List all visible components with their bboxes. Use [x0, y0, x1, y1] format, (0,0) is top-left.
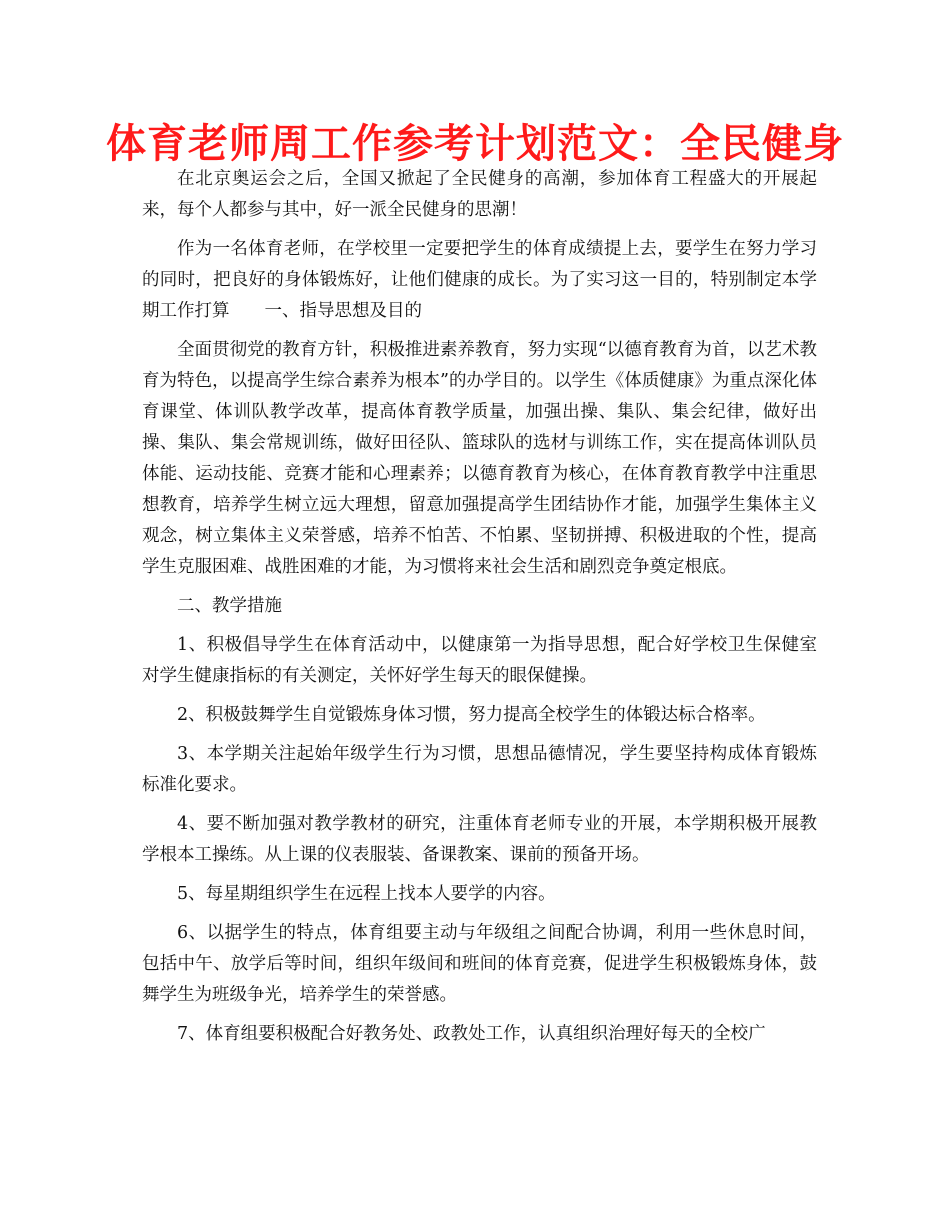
measure-item-1: 1、积极倡导学生在体育活动中，以健康第一为指导思想，配合好学校卫生保健室对学生健康指标的有关测定，关怀好学生每天的眼保健操。 — [142, 635, 817, 686]
paragraph-intro: 在北京奥运会之后，全国又掀起了全民健身的高潮，参加体育工程盛大的开展起来，每个人都参与其中，好一派全民健身的思潮！ — [142, 169, 817, 220]
measure-item-7: 7、体育组要积极配合好教务处、政教处工作，认真组织治理好每天的全校广 — [177, 1024, 766, 1044]
measure-item-5: 5、每星期组织学生在远程上找本人要学的内容。 — [177, 884, 556, 904]
measure-item-6: 6、以据学生的特点，体育组要主动与年级组之间配合协调，利用一些休息时间，包括中午、放学后等时间，组织年级间和班间的体育竞赛，促进学生积极锻炼身体，鼓舞学生为班级争光，培养学生的荣誉感。 — [142, 923, 817, 1005]
paragraph-teacher-role: 作为一名体育老师，在学校里一定要把学生的体育成绩提上去，要学生在努力学习的同时，把良好的身体锻炼好，让他们健康的成长。为了实习这一目的，特别制定本学期工作打算 一、指导思想及目的 — [142, 239, 817, 321]
paragraph-guiding-thought: 全面贯彻党的教育方针，积极推进素养教育，努力实现“以德育教育为首，以艺术教育为特色，以提高学生综合素养为根本”的办学目的。以学生《体质健康》为重点深化体育课堂、体训队教学改革，提高体育教学质量，加强出操、集队、集会纪律，做好出操、集队、集会常规训练，做好田径队、篮球队的选材与训练工作，实在提高体训队员体能、运动技能、竞赛才能和心理素养；以德育教育为核心，在体育教育教学中注重思想教育，培养学生树立远大理想，留意加强提高学生团结协作才能，加强学生集体主义观念，树立集体主义荣誉感，培养不怕苦、不怕累、坚韧拼搏、积极进取的个性，提高学生克服困难、战胜困难的才能，为习惯将来社会生活和剧烈竞争奠定根底。 — [142, 340, 817, 577]
measure-item-3: 3、本学期关注起始年级学生行为习惯，思想品德情况，学生要坚持构成体育锻炼标准化要求。 — [142, 744, 817, 795]
measure-item-4: 4、要不断加强对教学教材的研究，注重体育老师专业的开展，本学期积极开展教学根本工操练。从上课的仪表服装、备课教案、课前的预备开场。 — [142, 814, 817, 865]
document-body — [142, 164, 817, 1058]
section-heading-measures: 二、教学措施 — [177, 596, 282, 616]
measure-item-2: 2、积极鼓舞学生自觉锻炼身体习惯，努力提高全校学生的体锻达标合格率。 — [177, 705, 766, 725]
document-title: 体育老师周工作参考计划范文：全民健身 — [106, 121, 844, 167]
